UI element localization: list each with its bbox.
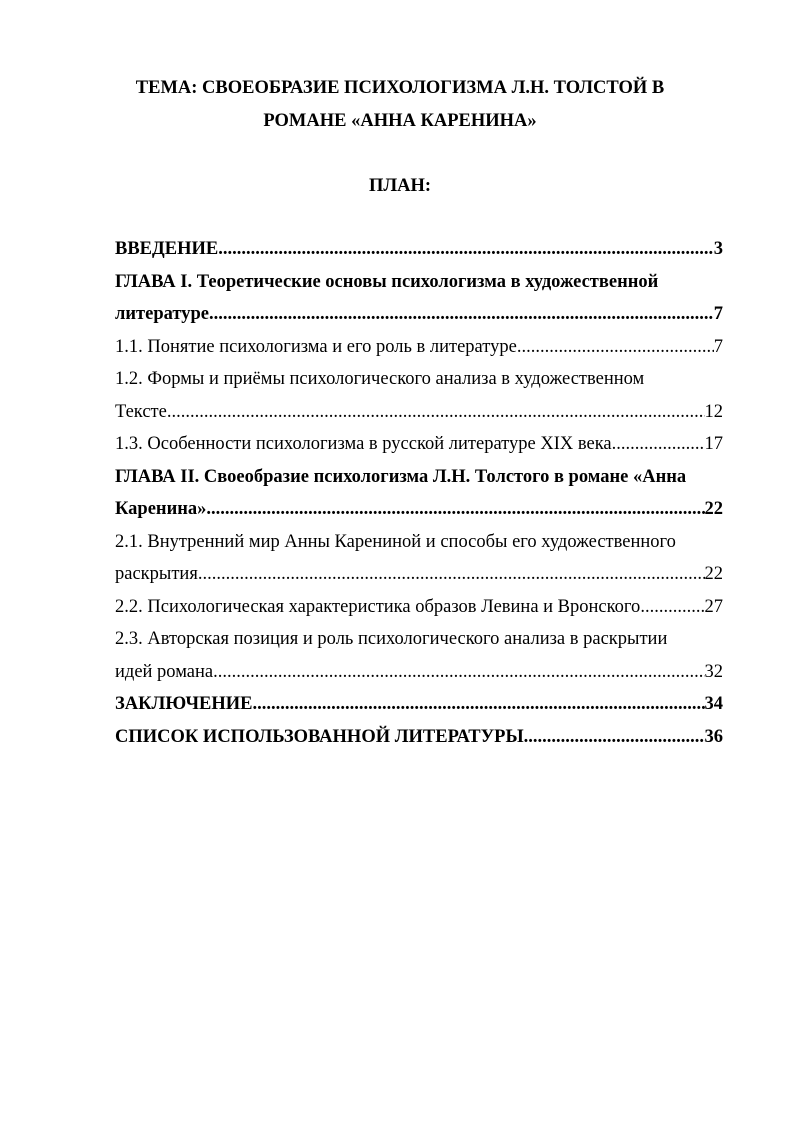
toc-page-number: 22 bbox=[704, 564, 723, 584]
dot-leader bbox=[209, 298, 714, 331]
toc-entry-label: Тексте bbox=[115, 401, 167, 422]
toc-entry-first-line: ГЛАВА II. Своеобразие психологизма Л.Н. Толстого в романе «Анна bbox=[115, 466, 687, 487]
dot-leader bbox=[253, 688, 705, 721]
toc-entry-first-line: 2.1. Внутренний мир Анны Карениной и способы его художественного bbox=[115, 531, 676, 552]
toc-page-number: 12 bbox=[704, 401, 723, 422]
title-line-1: ТЕМА: СВОЕОБРАЗИЕ ПСИХОЛОГИЗМА Л.Н. ТОЛСТОЙ В bbox=[135, 78, 665, 98]
toc-entry-section-1-3 bbox=[115, 428, 723, 461]
toc-entry-section-2-3 bbox=[115, 623, 723, 688]
toc-entry-first-line: 1.2. Формы и приёмы психологического анализа в художественном bbox=[115, 369, 645, 389]
title-line-2: РОМАНЕ «АННА КАРЕНИНА» bbox=[263, 110, 537, 131]
dot-leader bbox=[206, 493, 704, 526]
toc-entry-label: 2.2. Психологическая характеристика образов Левина и Вронского bbox=[115, 596, 641, 617]
toc-entry-label: СПИСОК ИСПОЛЬЗОВАННОЙ ЛИТЕРАТУРЫ bbox=[115, 726, 524, 747]
toc-page-number: 22 bbox=[704, 499, 723, 519]
toc-entry-introduction bbox=[115, 233, 723, 266]
toc-entry-chapter-1 bbox=[115, 266, 723, 331]
document-title bbox=[0, 72, 800, 137]
toc-entry-conclusion bbox=[115, 688, 723, 721]
toc-page-number: 36 bbox=[704, 726, 723, 747]
dot-leader bbox=[612, 428, 705, 461]
dot-leader bbox=[198, 558, 705, 591]
toc-page-number: 7 bbox=[713, 304, 723, 324]
toc-page-number: 32 bbox=[704, 661, 723, 682]
dot-leader bbox=[167, 396, 705, 429]
dot-leader bbox=[218, 233, 714, 266]
toc-entry-label: ЗАКЛЮЧЕНИЕ bbox=[115, 694, 253, 714]
table-of-contents bbox=[115, 233, 723, 753]
toc-entry-label: литературе bbox=[115, 304, 209, 324]
toc-entry-label: идей романа bbox=[115, 661, 214, 682]
toc-entry-section-2-1 bbox=[115, 526, 723, 591]
toc-entry-label: раскрытия bbox=[115, 564, 198, 584]
toc-entry-section-1-2 bbox=[115, 363, 723, 428]
dot-leader bbox=[213, 656, 704, 689]
dot-leader bbox=[517, 331, 714, 364]
toc-entry-first-line: ГЛАВА I. Теоретические основы психологизма в художественной bbox=[115, 271, 659, 292]
toc-page-number: 7 bbox=[713, 336, 723, 357]
toc-entry-label: ВВЕДЕНИЕ bbox=[115, 239, 219, 259]
toc-entry-label: 1.1. Понятие психологизма и его роль в литературе bbox=[115, 336, 517, 357]
toc-entry-label: Каренина» bbox=[115, 499, 207, 519]
toc-page-number: 27 bbox=[704, 596, 723, 617]
toc-entry-label: 1.3. Особенности психологизма в русской литературе XIX века bbox=[115, 434, 612, 454]
toc-entry-bibliography bbox=[115, 721, 723, 754]
toc-page-number: 3 bbox=[713, 239, 723, 259]
toc-entry-section-1-1 bbox=[115, 331, 723, 364]
toc-entry-first-line: 2.3. Авторская позиция и роль психологического анализа в раскрытии bbox=[115, 629, 668, 649]
plan-heading: ПЛАН: bbox=[368, 176, 432, 196]
toc-page-number: 17 bbox=[704, 434, 723, 454]
toc-entry-chapter-2 bbox=[115, 461, 723, 526]
toc-entry-section-2-2 bbox=[115, 591, 723, 624]
dot-leader bbox=[640, 591, 704, 624]
toc-page-number: 34 bbox=[704, 694, 723, 714]
dot-leader bbox=[524, 721, 705, 754]
